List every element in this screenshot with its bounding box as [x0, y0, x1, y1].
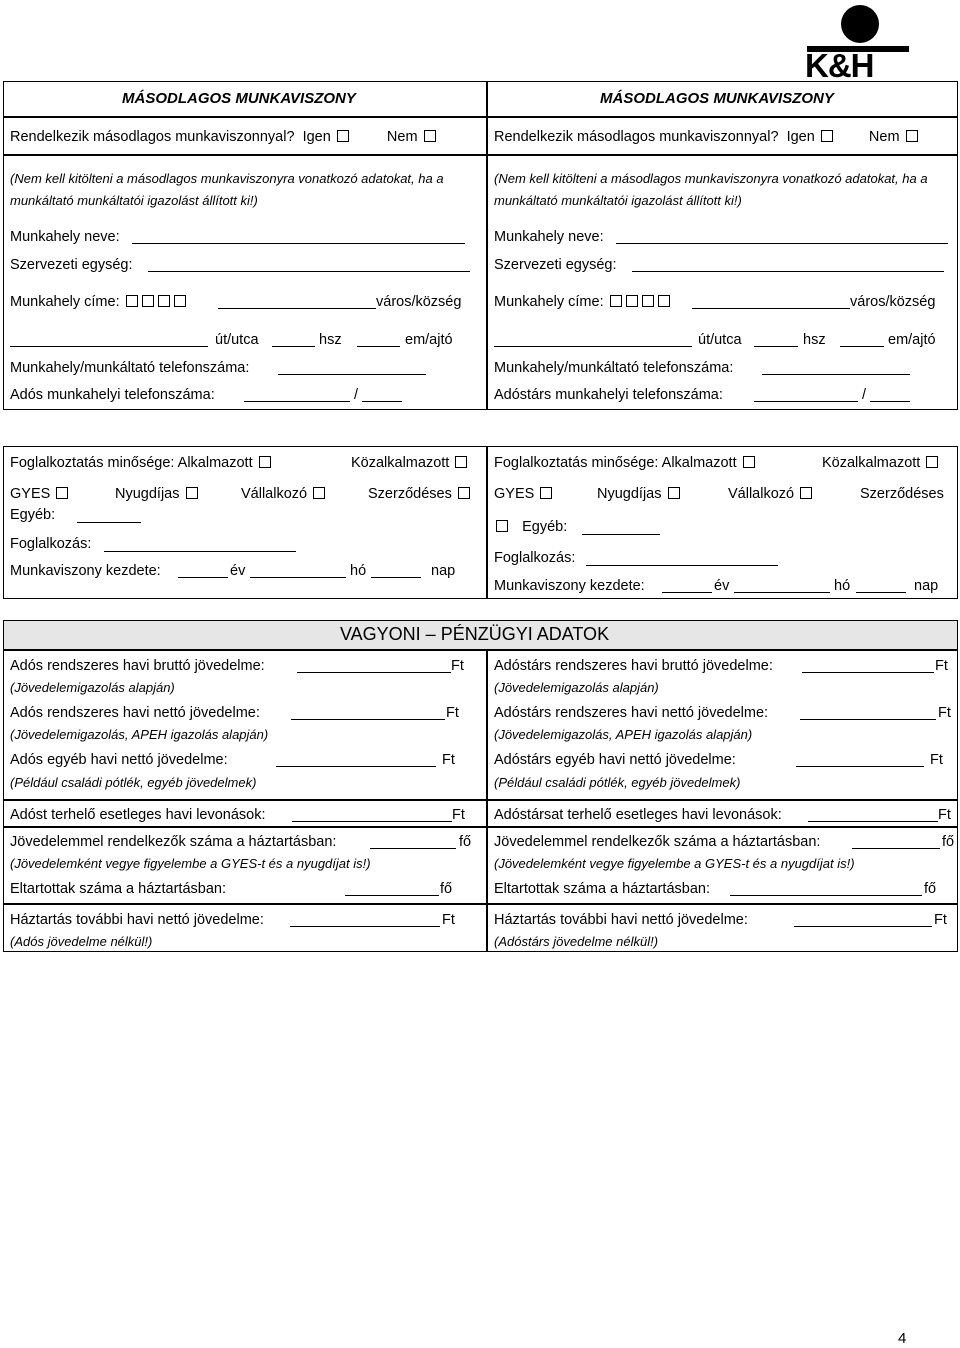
right-deductions-label: Adóstársat terhelő esetleges havi levonások: — [494, 807, 782, 823]
left-gyes-label: GYES — [10, 486, 51, 502]
left-deductions-field[interactable] — [292, 821, 452, 822]
left-contract-checkbox[interactable] — [458, 487, 470, 499]
right-gyes-label: GYES — [494, 486, 535, 502]
right-zip-box-2[interactable] — [626, 295, 638, 307]
left-debtor-phone-label: Adós munkahelyi telefonszáma: — [10, 387, 215, 403]
left-net-field[interactable] — [291, 719, 445, 720]
right-other-net-ft: Ft — [930, 752, 943, 768]
right-address-text: Munkahely címe: — [494, 294, 604, 310]
right-household-label: Háztartás további havi nettó jövedelme: — [494, 912, 748, 928]
left-other-label: Egyéb: — [10, 507, 56, 523]
right-city-field[interactable] — [692, 308, 850, 309]
left-net-label: Adós rendszeres havi nettó jövedelme: — [10, 705, 260, 721]
left-city-label: város/község — [376, 294, 462, 310]
right-net-field[interactable] — [800, 719, 936, 720]
left-debtor-phone-area-field[interactable] — [244, 401, 350, 402]
left-debtor-phone-number-field[interactable] — [362, 401, 402, 402]
left-other-net-sub: (Például családi pótlék, egyéb jövedelmek) — [10, 775, 257, 790]
left-dependents-label: Eltartottak száma a háztartásban: — [10, 881, 226, 897]
left-employer-phone-label: Munkahely/munkáltató telefonszáma: — [10, 360, 250, 376]
left-workplace-name-field[interactable] — [132, 243, 465, 244]
left-other-field[interactable] — [77, 522, 141, 523]
left-pensioner-checkbox[interactable] — [186, 487, 198, 499]
right-street-label: út/utca — [698, 332, 742, 348]
right-earners-label: Jövedelemmel rendelkezők száma a háztartásban: — [494, 834, 821, 850]
right-day-label: nap — [914, 578, 939, 594]
right-month-label: hó — [834, 578, 851, 594]
left-contract-row — [368, 486, 472, 503]
left-hsz-label: hsz — [319, 332, 342, 348]
left-deductions-ft: Ft — [452, 807, 465, 823]
right-address-label — [494, 294, 672, 311]
left-entrepreneur-checkbox[interactable] — [313, 487, 325, 499]
right-gross-sub: (Jövedelemigazolás alapján) — [494, 680, 659, 695]
left-start-day-field[interactable] — [371, 577, 421, 578]
page-number: 4 — [898, 1330, 907, 1347]
left-entrepreneur-label: Vállalkozó — [241, 486, 308, 502]
left-household-field[interactable] — [290, 926, 440, 927]
right-other-field[interactable] — [582, 534, 660, 535]
right-other-row — [494, 519, 567, 536]
left-zip-box-4[interactable] — [174, 295, 186, 307]
right-debtor-phone-number-field[interactable] — [870, 401, 910, 402]
left-hsz-field[interactable] — [272, 346, 315, 347]
left-earners-fo: fő — [459, 834, 472, 850]
left-gross-ft: Ft — [451, 658, 464, 674]
left-employer-phone-field[interactable] — [278, 374, 426, 375]
right-zip-box-4[interactable] — [658, 295, 670, 307]
left-occupation-label: Foglalkozás: — [10, 536, 92, 552]
right-note: (Nem kell kitölteni a másodlagos munkaviszonyra vonatkozó adatokat, ha a munkáltató munkáltatói igazolást állított ki!) — [494, 171, 928, 208]
right-org-unit-label: Szervezeti egység: — [494, 257, 617, 273]
right-city-label: város/község — [850, 294, 936, 310]
right-gross-ft: Ft — [935, 658, 948, 674]
right-workplace-name-field[interactable] — [616, 243, 948, 244]
right-pensioner-label: Nyugdíjas — [597, 486, 662, 502]
right-hsz-field[interactable] — [754, 346, 798, 347]
right-public-row — [822, 455, 940, 472]
right-start-label: Munkaviszony kezdete: — [494, 578, 645, 594]
left-dependents-field[interactable] — [345, 895, 439, 896]
right-gross-label: Adóstárs rendszeres havi bruttó jövedelme: — [494, 658, 773, 674]
left-zip-box-2[interactable] — [142, 295, 154, 307]
right-no-checkbox[interactable] — [906, 130, 918, 142]
right-debtor-phone-label: Adóstárs munkahelyi telefonszáma: — [494, 387, 723, 403]
right-household-sub: (Adóstárs jövedelme nélkül!) — [494, 934, 659, 949]
right-zip-box-1[interactable] — [610, 295, 622, 307]
left-entrepreneur-row — [241, 486, 327, 503]
right-other-label: Egyéb: — [522, 519, 568, 535]
right-workplace-name-label: Munkahely neve: — [494, 229, 604, 245]
left-phone-slash: / — [354, 387, 359, 403]
right-hsz-label: hsz — [803, 332, 826, 348]
right-org-unit-field[interactable] — [632, 271, 944, 272]
left-household-ft: Ft — [442, 912, 455, 928]
left-public-row — [351, 455, 469, 472]
right-street-field[interactable] — [494, 346, 692, 347]
right-occupation-field[interactable] — [586, 565, 778, 566]
left-pensioner-label: Nyugdíjas — [115, 486, 180, 502]
right-employer-phone-label: Munkahely/munkáltató telefonszáma: — [494, 360, 734, 376]
left-no-checkbox[interactable] — [424, 130, 436, 142]
right-phone-slash: / — [862, 387, 867, 403]
left-zip-box-1[interactable] — [126, 295, 138, 307]
right-gyes-checkbox[interactable] — [540, 487, 552, 499]
left-org-unit-field[interactable] — [148, 271, 470, 272]
left-net-sub: (Jövedelemigazolás, APEH igazolás alapján) — [10, 727, 269, 742]
right-employee-checkbox[interactable] — [743, 456, 755, 468]
left-title: MÁSODLAGOS MUNKAVISZONY — [122, 90, 356, 107]
right-title: MÁSODLAGOS MUNKAVISZONY — [600, 90, 834, 107]
right-door-label: em/ajtó — [888, 332, 936, 348]
left-yes-label: Igen — [302, 129, 331, 145]
right-start-year-field[interactable] — [662, 592, 712, 593]
right-gross-field[interactable] — [802, 672, 934, 673]
right-net-ft: Ft — [938, 705, 951, 721]
right-pensioner-checkbox[interactable] — [668, 487, 680, 499]
left-start-label: Munkaviszony kezdete: — [10, 563, 161, 579]
right-dependents-label: Eltartottak száma a háztartásban: — [494, 881, 710, 897]
left-gross-label: Adós rendszeres havi bruttó jövedelme: — [10, 658, 265, 674]
left-door-label: em/ajtó — [405, 332, 453, 348]
right-earners-sub: (Jövedelemként vegye figyelembe a GYES-t és a nyugdíjat is!) — [494, 856, 855, 871]
right-dependents-fo: fő — [924, 881, 937, 897]
left-street-field[interactable] — [10, 346, 208, 347]
left-quality-row — [10, 455, 273, 472]
left-earners-sub: (Jövedelemként vegye figyelembe a GYES-t és a nyugdíjat is!) — [10, 856, 371, 871]
left-no-label: Nem — [386, 129, 418, 145]
right-yes-label: Igen — [786, 129, 815, 145]
right-pensioner-row — [597, 486, 682, 503]
left-street-label: út/utca — [215, 332, 259, 348]
left-address-label — [10, 294, 188, 311]
right-start-month-field[interactable] — [734, 592, 830, 593]
left-public-checkbox[interactable] — [455, 456, 467, 468]
right-household-ft: Ft — [934, 912, 947, 928]
right-dependents-field[interactable] — [730, 895, 922, 896]
left-zip-box-3[interactable] — [158, 295, 170, 307]
right-net-sub: (Jövedelemigazolás, APEH igazolás alapján) — [494, 727, 753, 742]
left-door-field[interactable] — [357, 346, 400, 347]
left-dependents-fo: fő — [440, 881, 453, 897]
left-pensioner-row — [115, 486, 200, 503]
left-net-ft: Ft — [446, 705, 459, 721]
left-start-year-field[interactable] — [178, 577, 228, 578]
right-entrepreneur-row — [728, 486, 814, 503]
right-employee-label: Alkalmazott — [661, 455, 737, 471]
left-year-label: év — [230, 563, 246, 579]
left-has-second-label: Rendelkezik másodlagos munkaviszonnyal? — [10, 129, 295, 145]
right-gyes-row — [494, 486, 554, 503]
left-has-second-row — [10, 129, 438, 146]
left-earners-field[interactable] — [370, 848, 456, 849]
left-deductions-label: Adóst terhelő esetleges havi levonások: — [10, 807, 266, 823]
right-has-second-label: Rendelkezik másodlagos munkaviszonnyal? — [494, 129, 779, 145]
kh-logo-text: K&H — [805, 47, 874, 84]
right-household-field[interactable] — [794, 926, 932, 927]
right-door-field[interactable] — [840, 346, 884, 347]
right-year-label: év — [714, 578, 730, 594]
right-earners-field[interactable] — [852, 848, 940, 849]
right-entrepreneur-label: Vállalkozó — [728, 486, 795, 502]
right-quality-row — [494, 455, 757, 472]
right-entrepreneur-checkbox[interactable] — [800, 487, 812, 499]
right-yes-checkbox[interactable] — [821, 130, 833, 142]
left-note: (Nem kell kitölteni a másodlagos munkaviszonyra vonatkozó adatokat, ha a munkáltató munkáltatói igazolást állított ki!) — [10, 171, 444, 208]
right-deductions-field[interactable] — [808, 821, 938, 822]
left-earners-label: Jövedelemmel rendelkezők száma a háztartásban: — [10, 834, 337, 850]
right-contract-checkbox[interactable] — [496, 520, 508, 532]
left-workplace-name-label: Munkahely neve: — [10, 229, 120, 245]
left-day-label: nap — [431, 563, 456, 579]
right-quality-label: Foglalkoztatás minősége: — [494, 455, 659, 471]
left-quality-label: Foglalkoztatás minősége: — [10, 455, 175, 471]
right-other-net-label: Adóstárs egyéb havi nettó jövedelme: — [494, 752, 736, 768]
left-employee-checkbox[interactable] — [259, 456, 271, 468]
right-net-label: Adóstárs rendszeres havi nettó jövedelme: — [494, 705, 769, 721]
right-earners-fo: fő — [942, 834, 955, 850]
left-start-month-field[interactable] — [250, 577, 346, 578]
left-address-text: Munkahely címe: — [10, 294, 120, 310]
left-occupation-field[interactable] — [104, 551, 296, 552]
left-household-sub: (Adós jövedelme nélkül!) — [10, 934, 153, 949]
right-contract-label: Szerződéses — [860, 486, 944, 502]
right-occupation-label: Foglalkozás: — [494, 550, 576, 566]
left-gyes-checkbox[interactable] — [56, 487, 68, 499]
left-org-unit-label: Szervezeti egység: — [10, 257, 133, 273]
left-gross-field[interactable] — [297, 672, 451, 673]
left-employee-label: Alkalmazott — [177, 455, 253, 471]
right-zip-box-3[interactable] — [642, 295, 654, 307]
left-other-net-ft: Ft — [442, 752, 455, 768]
left-city-field[interactable] — [218, 308, 376, 309]
left-other-net-field[interactable] — [276, 766, 436, 767]
right-start-day-field[interactable] — [856, 592, 906, 593]
left-month-label: hó — [350, 563, 367, 579]
left-contract-label: Szerződéses — [368, 486, 452, 502]
left-public-label: Közalkalmazott — [351, 455, 450, 471]
left-other-net-label: Adós egyéb havi nettó jövedelme: — [10, 752, 228, 768]
left-household-label: Háztartás további havi nettó jövedelme: — [10, 912, 264, 928]
right-public-label: Közalkalmazott — [822, 455, 921, 471]
right-deductions-ft: Ft — [938, 807, 951, 823]
right-no-label: Nem — [868, 129, 900, 145]
right-public-checkbox[interactable] — [926, 456, 938, 468]
right-other-net-sub: (Például családi pótlék, egyéb jövedelmek) — [494, 775, 741, 790]
right-debtor-phone-area-field[interactable] — [754, 401, 858, 402]
kh-logo — [805, 2, 909, 84]
left-gross-sub: (Jövedelemigazolás alapján) — [10, 680, 175, 695]
right-other-net-field[interactable] — [796, 766, 924, 767]
left-gyes-row — [10, 486, 70, 503]
right-employer-phone-field[interactable] — [762, 374, 910, 375]
right-has-second-row — [494, 129, 920, 146]
finance-title: VAGYONI – PÉNZÜGYI ADATOK — [340, 624, 610, 644]
left-yes-checkbox[interactable] — [337, 130, 349, 142]
